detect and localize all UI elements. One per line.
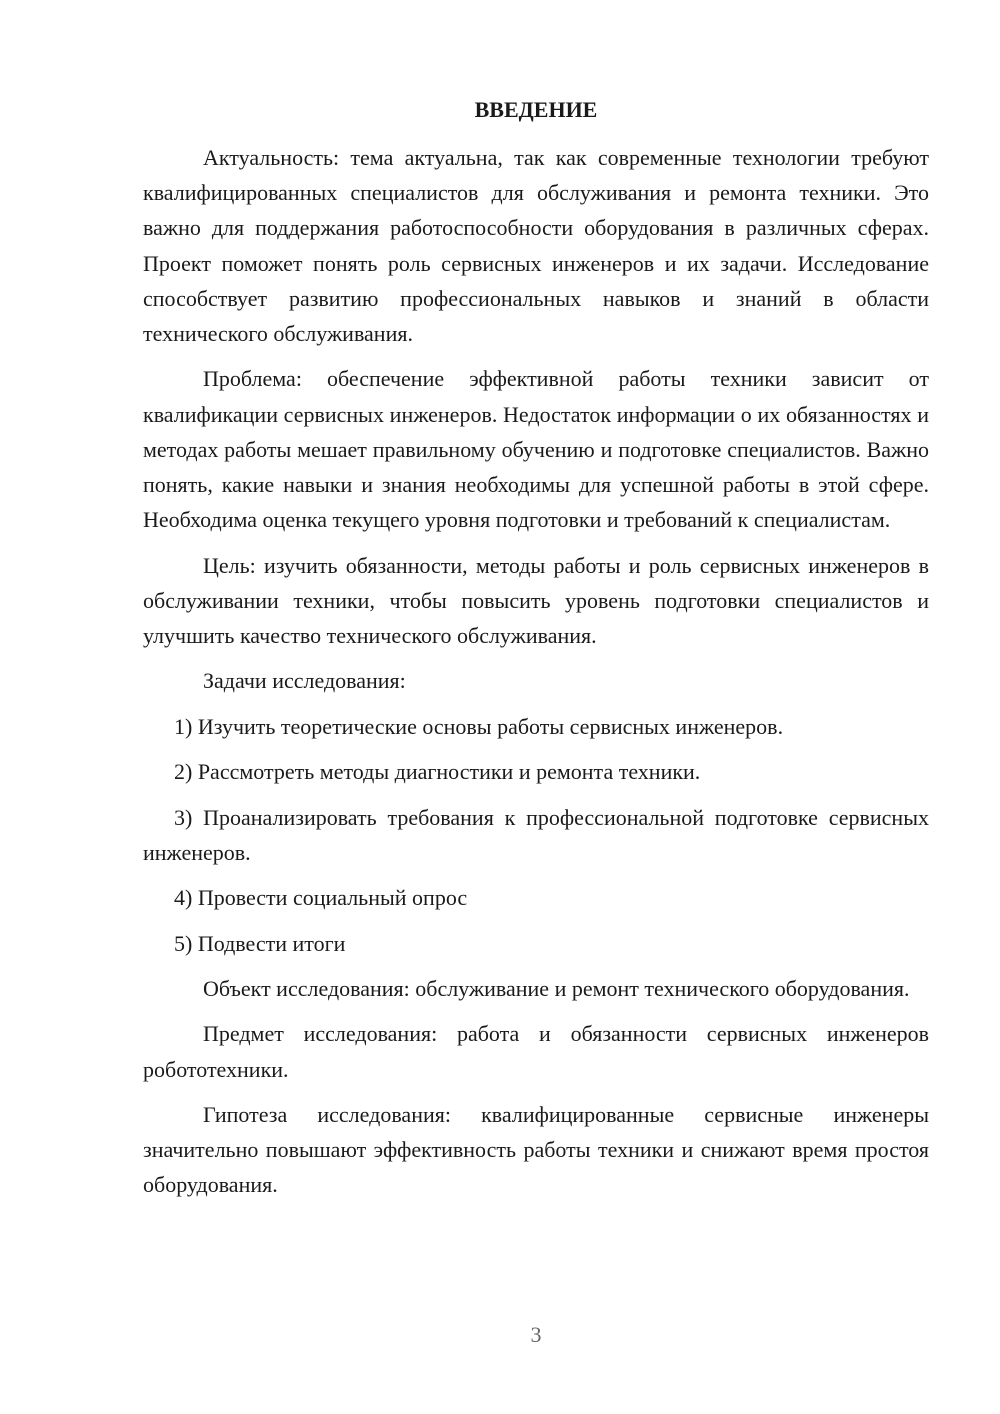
task-item-5: 5) Подвести итоги [174, 930, 346, 956]
paragraph-problem: Проблема: обеспечение эффективной работы техники зависит от квалификации сервисных инженеров. Недостаток информации о их обязанностях и методах работы мешает правильному обучению и подготовке специалистов. Важно понять, какие навыки и знания необходимы для успешной работы в этой сфере. Необходима оценка текущего уровня подготовки и требований к специалистам. [143, 366, 929, 533]
tasks-heading: Задачи исследования: [203, 668, 406, 694]
paragraph-hypothesis: Гипотеза исследования: квалифицированные сервисные инженеры значительно повышают эффективность работы техники и снижают время простоя оборудования. [143, 1101, 929, 1198]
page-number: 3 [530, 1322, 542, 1347]
section-title: ВВЕДЕНИЕ [474, 97, 598, 122]
task-item-1: 1) Изучить теоретические основы работы сервисных инженеров. [174, 713, 784, 739]
task-item-2: 2) Рассмотреть методы диагностики и ремонта техники. [174, 759, 701, 785]
task-item-4: 4) Провести социальный опрос [174, 885, 468, 911]
document-page [143, 90, 929, 1213]
paragraph-relevance: Актуальность: тема актуальна, так как современные технологии требуют квалифицированных специалистов для обслуживания и ремонта техники. Это важно для поддержания работоспособности оборудования в различных сферах. Проект поможет понять роль сервисных инженеров и их задачи. Исследование способствует развитию профессиональных навыков и знаний в области технического обслуживания. [143, 145, 929, 347]
task-item-3: 3) Проанализировать требования к профессиональной подготовке сервисных инженеров. [143, 804, 929, 865]
paragraph-goal: Цель: изучить обязанности, методы работы и роль сервисных инженеров в обслуживании техники, чтобы повысить уровень подготовки специалистов и улучшить качество технического обслуживания. [143, 552, 929, 649]
paragraph-subject: Предмет исследования: работа и обязанности сервисных инженеров робототехники. [143, 1021, 929, 1082]
paragraph-object: Объект исследования: обслуживание и ремонт технического оборудования. [203, 975, 910, 1001]
